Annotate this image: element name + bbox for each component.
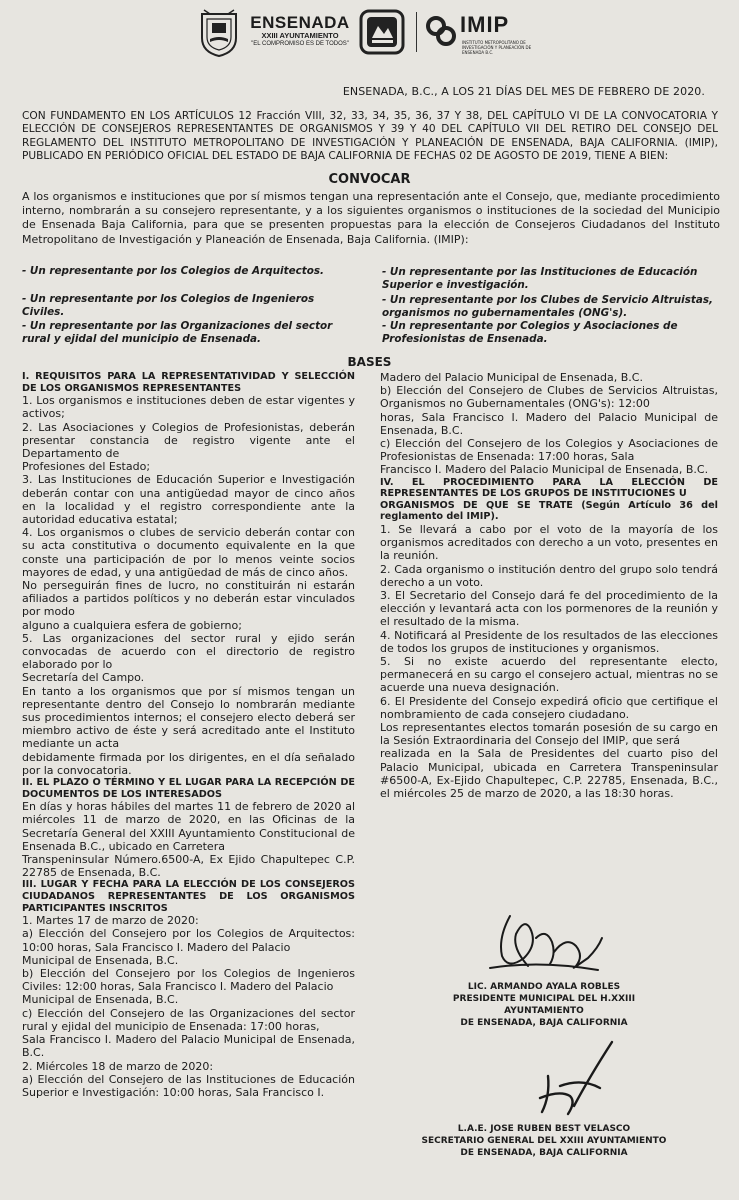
signature-1-scribble xyxy=(480,908,620,980)
paragraph: 3. Las Instituciones de Educación Superior e Investigación deberán contar con una antigüedad mayor de cinco años en la localidad y el registro correspondiente ante la autoridad educativa estatal; xyxy=(22,473,355,527)
paragraph: 6. El Presidente del Consejo expedirá oficio que certifique el nombramiento de cada consejero ciudadano. xyxy=(380,694,718,721)
legal-preamble: CON FUNDAMENTO EN LOS ARTÍCULOS 12 Fracción VIII, 32, 33, 34, 35, 36, 37 Y 38, DEL CAPÍTULO VI DE LA CONVOCATORIA Y ELECCIÓN DE CONSEJEROS REPRESENTANTES DE ORGANISMOS Y 39 Y 40 DEL CAPÍTULO VII DEL RETIRO DEL CONSEJO DEL REGLAMENTO DEL INSTITUTO METROPOLITANO DE INVESTIGACIÓN Y PLANEACIÓN DE ENSENADA, BAJA CALIFORNIA. (IMIP), PUBLICADO EN PERIÓDICO OFICIAL DEL ESTADO DE BAJA CALIFORNIA DE FECHAS 02 DE AGOSTO DE 2019, TIENE A BIEN: xyxy=(22,110,718,163)
paragraph: Sala Francisco I. Madero del Palacio Municipal de Ensenada, B.C. xyxy=(22,1033,355,1060)
imip-subtitle: INSTITUTO METROPOLITANO DE INVESTIGACIÓN Y PLANEACIÓN DE ENSENADA B.C. xyxy=(462,40,532,55)
ensenada-wordmark xyxy=(248,14,352,48)
paragraph: 4. Notificará al Presidente de los resultados de las elecciones de todos los grupos de instituciones y organismos. xyxy=(380,628,718,655)
paragraph: 1. Martes 17 de marzo de 2020: xyxy=(22,914,199,928)
representative-item: - Un representante por las Organizaciones del sector rural y ejidal del municipio de Ensenada. xyxy=(22,320,333,345)
paragraph: 2. Las Asociaciones y Colegios de Profesionistas, deberán presentar constancia de registro vigente ante el Departamento de xyxy=(22,420,355,460)
brand-subtitle: XXIII AYUNTAMIENTO xyxy=(261,31,339,40)
paragraph: b) Elección del Consejero de Clubes de Servicios Altruistas, Organismos no Gubernamentales (ONG's): 12:00 xyxy=(380,384,718,411)
bases-left-column xyxy=(22,371,355,1099)
paragraph: a) Elección del Consejero de las Instituciones de Educación Superior e Investigación: 10:00 horas, Sala Francisco I. xyxy=(22,1072,355,1099)
letterhead xyxy=(198,4,558,60)
imip-logo-icon xyxy=(424,14,458,48)
paragraph: 2. Cada organismo o institución dentro del grupo solo tendrá derecho a un voto. xyxy=(380,562,718,589)
paragraph: En días y horas hábiles del martes 11 de febrero de 2020 al miércoles 11 de marzo de 2020, en las Oficinas de la Secretaría General del XXIII Ayuntamiento Constitucional de Ensenada B.C., ubicado en Carretera xyxy=(22,800,355,853)
paragraph: 5. Las organizaciones del sector rural y ejido serán convocadas de acuerdo con el directorio de registro elaborado por lo xyxy=(22,631,355,672)
paragraph: No perseguirán fines de lucro, no constituirán ni estarán afiliados a partidos políticos y no deberán estar vinculados por modo xyxy=(22,579,355,619)
signature-block-2 xyxy=(414,1123,674,1159)
brand-motto: "EL COMPROMISO ES DE TODOS" xyxy=(251,41,349,47)
paragraph: En tanto a los organismos que por sí mismos tengan un representante dentro del Consejo lo nombrarán mediante sus procedimientos internos; el consejero electo deberá ser miembro activo de éste y será acreditado ante el Instituto mediante un acta xyxy=(22,684,355,751)
paragraph: alguno a cualquiera esfera de gobierno; xyxy=(22,618,242,632)
paragraph: Municipal de Ensenada, B.C. xyxy=(22,953,179,967)
signer-title: SECRETARIO GENERAL DEL XXIII AYUNTAMIENTO xyxy=(421,1136,667,1146)
paragraph: a) Elección del Consejero por los Colegios de Arquitectos: 10:00 horas, Sala Francisco I. Madero del Palacio xyxy=(22,927,355,954)
representative-item: - Un representante por los Clubes de Servicio Altruistas, organismos no gubernamentales (ONG's). xyxy=(382,294,714,319)
paragraph: horas, Sala Francisco I. Madero del Palacio Municipal de Ensenada, B.C. xyxy=(380,410,718,437)
signer-title: DE ENSENADA, BAJA CALIFORNIA xyxy=(460,1018,628,1028)
convocar-heading: CONVOCAR xyxy=(328,172,411,187)
section-heading: II. EL PLAZO O TÉRMINO Y EL LUGAR PARA LA RECEPCIÓN DE DOCUMENTOS DE LOS INTERESADOS xyxy=(22,777,355,800)
date-line: ENSENADA, B.C., A LOS 21 DÍAS DEL MES DE FEBRERO DE 2020. xyxy=(342,85,705,98)
paragraph: b) Elección del Consejero por los Colegios de Ingenieros Civiles: 12:00 horas, Sala Francisco I. Madero del Palacio xyxy=(22,967,355,994)
signature-block-1 xyxy=(414,981,674,1029)
paragraph: c) Elección del Consejero de las Organizaciones del sector rural y ejidal del municipio de Ensenada: 17:00 horas, xyxy=(22,1006,355,1033)
section-heading: I. REQUISITOS PARA LA REPRESENTATIVIDAD Y SELECCIÓN DE LOS ORGANISMOS REPRESENTANTES xyxy=(22,371,355,394)
paragraph: Profesiones del Estado; xyxy=(22,460,151,474)
paragraph: c) Elección del Consejero de los Colegios y Asociaciones de Profesionistas de Ensenada: 17:00 horas, Sala xyxy=(380,437,718,464)
signer-title: PRESIDENTE MUNICIPAL DEL H.XXIII AYUNTAMIENTO xyxy=(452,994,636,1016)
paragraph: 5. Si no existe acuerdo del representante electo, permanecerá en su cargo el consejero actual, mientras no se acuerde una nueva designación. xyxy=(380,655,718,695)
bases-heading: BASES xyxy=(347,355,392,369)
municipal-emblem-icon xyxy=(358,8,406,56)
convocation-intro: A los organismos e instituciones que por sí mismos tengan una representación ante el Consejo, que, mediante procedimiento interno, nombrarán a su consejero representante, y a los siguientes organismos o instituciones de la sociedad del Municipio de Ensenada Baja California, para que se presenten propuestas para la elección de Consejeros Ciudadanos del Instituto Metropolitano de Investigación y Planeación de Ensenada, Baja California. (IMIP): xyxy=(22,190,720,246)
paragraph: Municipal de Ensenada, B.C. xyxy=(22,993,179,1007)
paragraph: 4. Los organismos o clubes de servicio deberán contar con su acta constitutiva o documento equivalente en la que conste una participación de por lo menos veinte socios mayores de edad, y una antigüedad de más de cinco años. xyxy=(22,526,355,579)
header-divider xyxy=(416,12,417,52)
representative-item: - Un representante por las Instituciones de Educación Superior e investigación. xyxy=(382,266,698,291)
paragraph: realizada en la Sala de Presidentes del cuarto piso del Palacio Municipal, ubicada en Carretera Transpeninsular #6500-A, Ex-Ejido Chapultepec, C.P. 22785, Ensenada, B.C., el miércoles 25 de marzo de 2020, a las 18:30 horas. xyxy=(380,747,718,801)
paragraph: debidamente firmada por los dirigentes, en el día señalado por la convocatoria. xyxy=(22,750,355,777)
paragraph: Los representantes electos tomarán posesión de su cargo en la Sesión Extraordinaria del Consejo del IMIP, que será xyxy=(380,721,718,748)
ensenada-crest-icon xyxy=(198,8,240,58)
paragraph: Madero del Palacio Municipal de Ensenada, B.C. xyxy=(380,371,643,384)
representative-item: - Un representante por los Colegios de Ingenieros Civiles. xyxy=(22,293,315,318)
paragraph: Secretaría del Campo. xyxy=(22,671,145,685)
brand-title: ENSENADA xyxy=(250,13,350,32)
paragraph: 1. Los organismos e instituciones deben de estar vigentes y activos; xyxy=(22,394,355,421)
paragraph: 3. El Secretario del Consejo dará fe del procedimiento de la elección y levantará acta con los pormenores de la reunión y el resultado de la misma. xyxy=(380,589,718,629)
paragraph: Francisco I. Madero del Palacio Municipal de Ensenada, B.C. xyxy=(380,463,709,477)
section-heading: III. LUGAR Y FECHA PARA LA ELECCIÓN DE LOS CONSEJEROS CIUDADANOS REPRESENTANTES DE LOS ORGANISMOS PARTICIPANTES INSCRITOS xyxy=(22,879,355,914)
signer-name: L.A.E. JOSE RUBEN BEST VELASCO xyxy=(457,1124,631,1134)
paragraph: Transpeninsular Número.6500-A, Ex Ejido Chapultepec C.P. 22785 de Ensenada, B.C. xyxy=(22,853,355,880)
imip-wordmark: IMIP xyxy=(460,12,510,37)
representative-item: - Un representante por Colegios y Asociaciones de Profesionistas de Ensenada. xyxy=(382,320,678,345)
signer-name: LIC. ARMANDO AYALA ROBLES xyxy=(467,982,621,992)
bases-right-column xyxy=(380,371,718,800)
signer-title: DE ENSENADA, BAJA CALIFORNIA xyxy=(460,1148,628,1158)
paragraph: 2. Miércoles 18 de marzo de 2020: xyxy=(22,1059,214,1073)
representative-item: - Un representante por los Colegios de Arquitectos. xyxy=(22,265,325,277)
paragraph: 1. Se llevará a cabo por el voto de la mayoría de los organismos acreditados con derecho a un voto, presentes en la reunión. xyxy=(380,523,718,563)
section-heading: IV. EL PROCEDIMIENTO PARA LA ELECCIÓN DE REPRESENTANTES DE LOS GRUPOS DE INSTITUCIONES U xyxy=(380,476,718,500)
signature-2-scribble xyxy=(520,1036,630,1122)
section-heading: ORGANISMOS DE QUE SE TRATE (Según Artículo 36 del reglamento del IMIP). xyxy=(380,499,718,523)
